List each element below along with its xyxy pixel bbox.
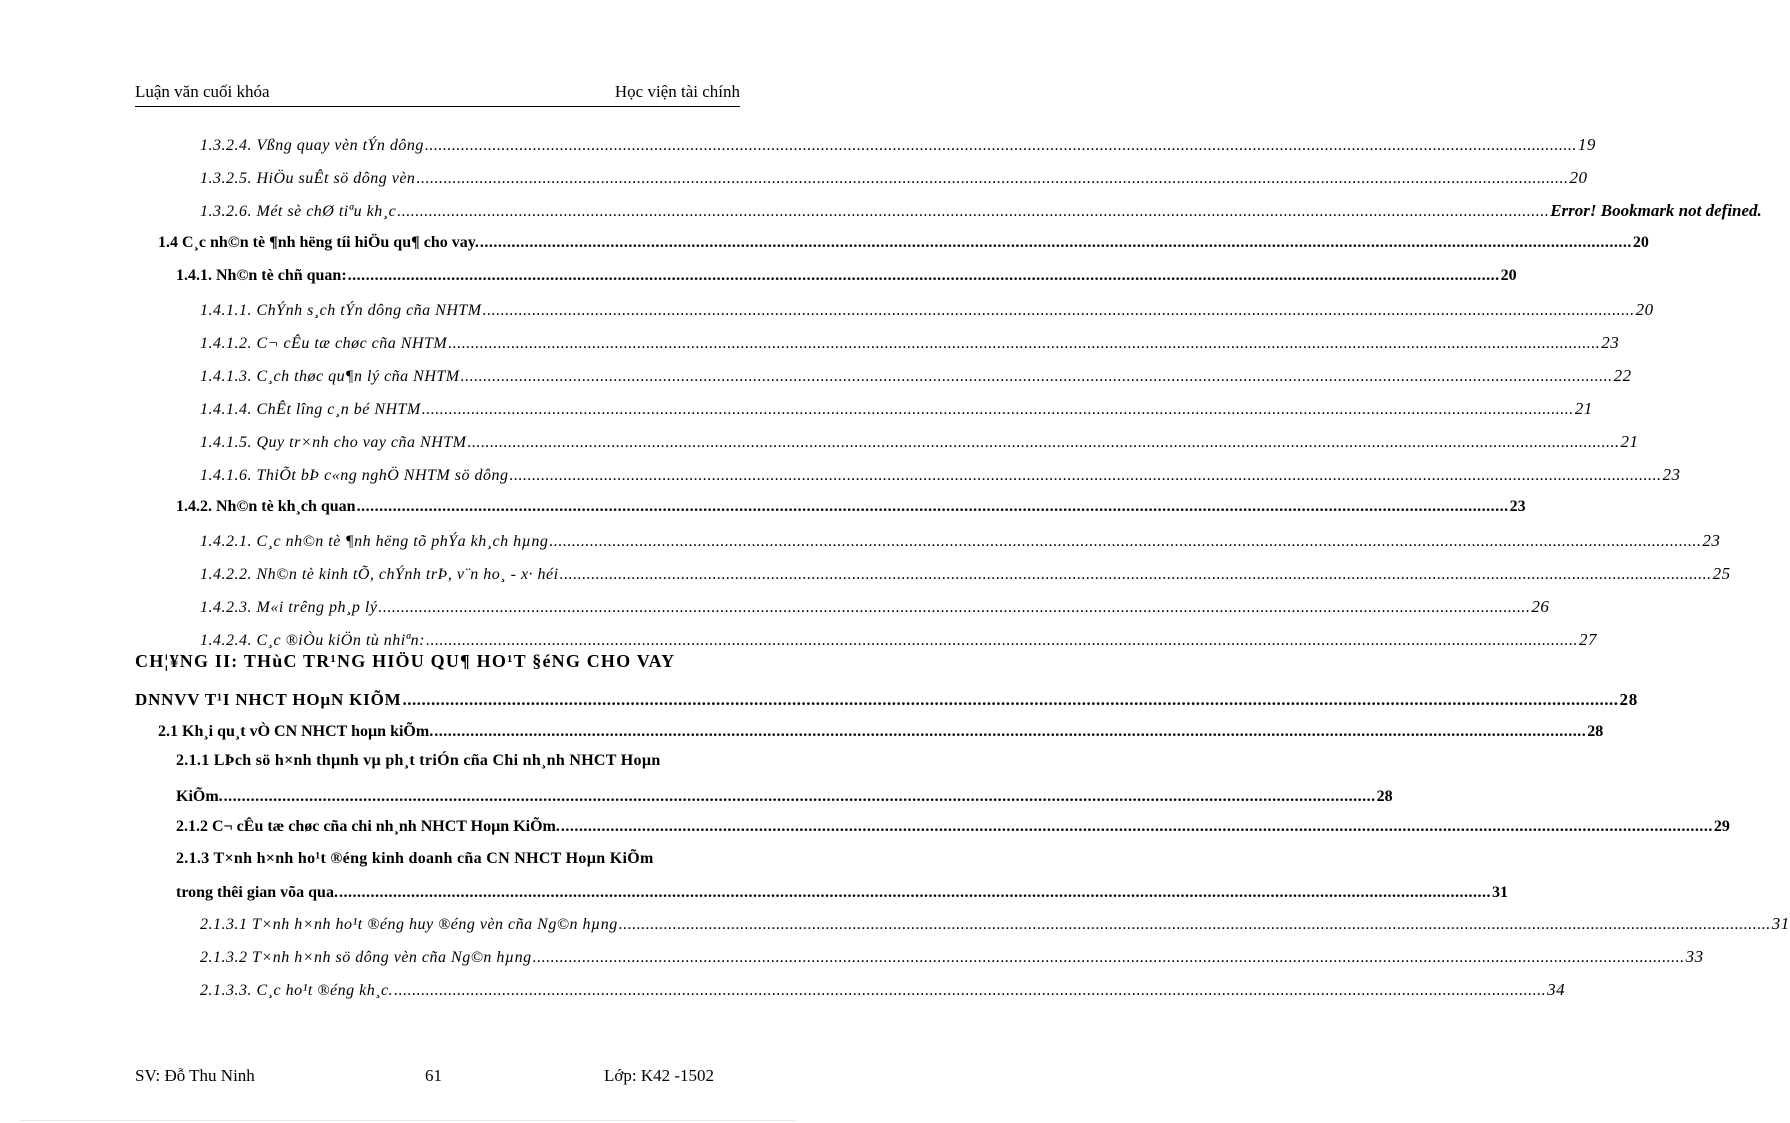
toc-page-number: 28 [1619, 690, 1639, 709]
toc-entry-2-1-3-line1[interactable]: 2.1.3 T×nh h×nh ho¹t ®éng kinh doanh cña CN NHCT Hoµn KiÕm [176, 850, 654, 867]
toc-page-number: 20 [1569, 168, 1588, 187]
page-bottom-divider [20, 1120, 796, 1121]
toc-page-number: 34 [1547, 980, 1566, 999]
header-thesis-title: Luận văn cuối khóa [135, 82, 270, 101]
toc-page-number: 31 [1491, 884, 1508, 901]
toc-chapter-heading[interactable]: CH¦¥NG II: THùC TR¹NG HIÖU QU¶ HO¹T §éNG CHO VAY [135, 651, 676, 671]
toc-entry-2-1-3[interactable]: trong thêi gian võa qua. ..... 31 [176, 884, 738, 902]
toc-page-number: 33 [1685, 947, 1704, 966]
toc-entry-2-1-3-3[interactable]: 2.1.3.3. C¸c ho¹t ®éng kh¸c. ..... 34 [200, 980, 738, 1000]
toc-entry-2-1-2[interactable]: 2.1.2 C¬ cÊu tæ chøc cña chi nh¸nh NHCT Hoµn KiÕm. ..... 29 [176, 818, 738, 836]
toc-page-number: 26 [1531, 597, 1550, 616]
toc-page-number: 20 [1500, 267, 1517, 284]
toc-entry-2-1-3-2[interactable]: 2.1.3.2 T×nh h×nh sö dông vèn cña Ng©n hµng ..... 33 [200, 947, 738, 967]
toc-entry-1-4-2-2[interactable]: 1.4.2.2. Nh©n tè kinh tÕ, chÝnh trÞ, v¨n ho¸ - x· héi ..... 25 [200, 564, 738, 584]
toc-entry-1-4[interactable]: 1.4 C¸c nh©n tè ¶nh hëng tíi hiÖu qu¶ cho vay. ..... 20 [158, 234, 738, 252]
toc-entry-1-4-1-3[interactable]: 1.4.1.3. C¸ch thøc qu¶n lý cña NHTM ..... 22 [200, 366, 738, 386]
toc-page-number: 23 [1702, 531, 1721, 550]
toc-page-number: 21 [1620, 432, 1639, 451]
toc-page-number: 19 [1577, 135, 1596, 154]
toc-page-number: 23 [1509, 498, 1526, 515]
toc-page-number: 29 [1713, 818, 1730, 835]
toc-entry-chapter-2[interactable]: DNNVV T¹I NHCT HOµN KIÕM ..... 28 [135, 690, 738, 710]
toc-entry-1-4-1-1[interactable]: 1.4.1.1. ChÝnh s¸ch tÝn dông cña NHTM ..... 20 [200, 300, 738, 320]
toc-page-number: 28 [1587, 723, 1604, 740]
toc-page-number: 23 [1601, 333, 1620, 352]
toc-entry-1-4-1-5[interactable]: 1.4.1.5. Quy tr×nh cho vay cña NHTM ..... 21 [200, 432, 738, 452]
toc-page-number: 22 [1613, 366, 1632, 385]
toc-page-number: 27 [1579, 630, 1597, 649]
toc-entry-2-1[interactable]: 2.1 Kh¸i qu¸t vÒ CN NHCT hoµn kiÕm. ..... 28 [158, 723, 738, 741]
toc-entry-1-4-2[interactable]: 1.4.2. Nh©n tè kh¸ch quan ..... 23 [176, 498, 738, 516]
footer-class: Lớp: K42 -1502 [604, 1066, 715, 1085]
toc-page-number: 25 [1712, 564, 1731, 583]
toc-entry-2-1-1[interactable]: KiÕm. ..... 28 [176, 788, 738, 806]
toc-entry-1-4-1-6[interactable]: 1.4.1.6. ThiÕt bÞ c«ng nghÖ NHTM sö dông ..... 23 [200, 465, 738, 485]
toc-entry-1-3-2-5[interactable]: 1.3.2.5. HiÖu suÊt sö dông vèn ..... 20 [200, 168, 738, 188]
toc-entry-1-4-1-4[interactable]: 1.4.1.4. ChÊt lîng c¸n bé NHTM ..... 21 [200, 399, 738, 419]
toc-page-number: 23 [1662, 465, 1681, 484]
footer-page-number: 61 [425, 1066, 442, 1085]
toc-page-number: 31 [1771, 914, 1790, 933]
toc-entry-1-4-2-4[interactable]: 1.4.2.4. C¸c ®iÒu kiÖn tù nhiªn: ..... 27 [200, 630, 738, 650]
toc-entry-1-4-1[interactable]: 1.4.1. Nh©n tè chñ quan: ..... 20 [176, 267, 738, 285]
page-header [135, 80, 740, 107]
toc-page-number: 21 [1574, 399, 1593, 418]
toc-entry-1-3-2-6[interactable]: 1.3.2.6. Mét sè chØ tiªu kh¸c ..... Error! Bookmark not defined. [200, 201, 738, 221]
header-institution: Học viện tài chính [614, 82, 740, 101]
toc-page-number: 20 [1632, 234, 1649, 251]
toc-page-number: 28 [1376, 788, 1393, 805]
toc-entry-1-3-2-4[interactable]: 1.3.2.4. Vßng quay vèn tÝn dông ..... 19 [200, 135, 738, 155]
toc-entry-1-4-2-1[interactable]: 1.4.2.1. C¸c nh©n tè ¶nh hëng tõ phÝa kh¸ch hµng ..... 23 [200, 531, 738, 551]
toc-entry-1-4-2-3[interactable]: 1.4.2.3. M«i trêng ph¸p lý ..... 26 [200, 597, 738, 617]
toc-entry-1-4-1-2[interactable]: 1.4.1.2. C¬ cÊu tæ chøc cña NHTM ..... 23 [200, 333, 738, 353]
toc-entry-2-1-1-line1[interactable]: 2.1.1 LÞch sö h×nh thµnh vµ ph¸t triÓn cña Chi nh¸nh NHCT Hoµn [176, 752, 661, 769]
toc-page-number: 20 [1635, 300, 1654, 319]
footer-student-name: SV: Đỗ Thu Ninh [135, 1066, 255, 1085]
toc-entry-2-1-3-1[interactable]: 2.1.3.1 T×nh h×nh ho¹t ®éng huy ®éng vèn cña Ng©n hµng ..... 31 [200, 914, 738, 934]
bookmark-error: Error! Bookmark not defined. [1550, 201, 1762, 220]
